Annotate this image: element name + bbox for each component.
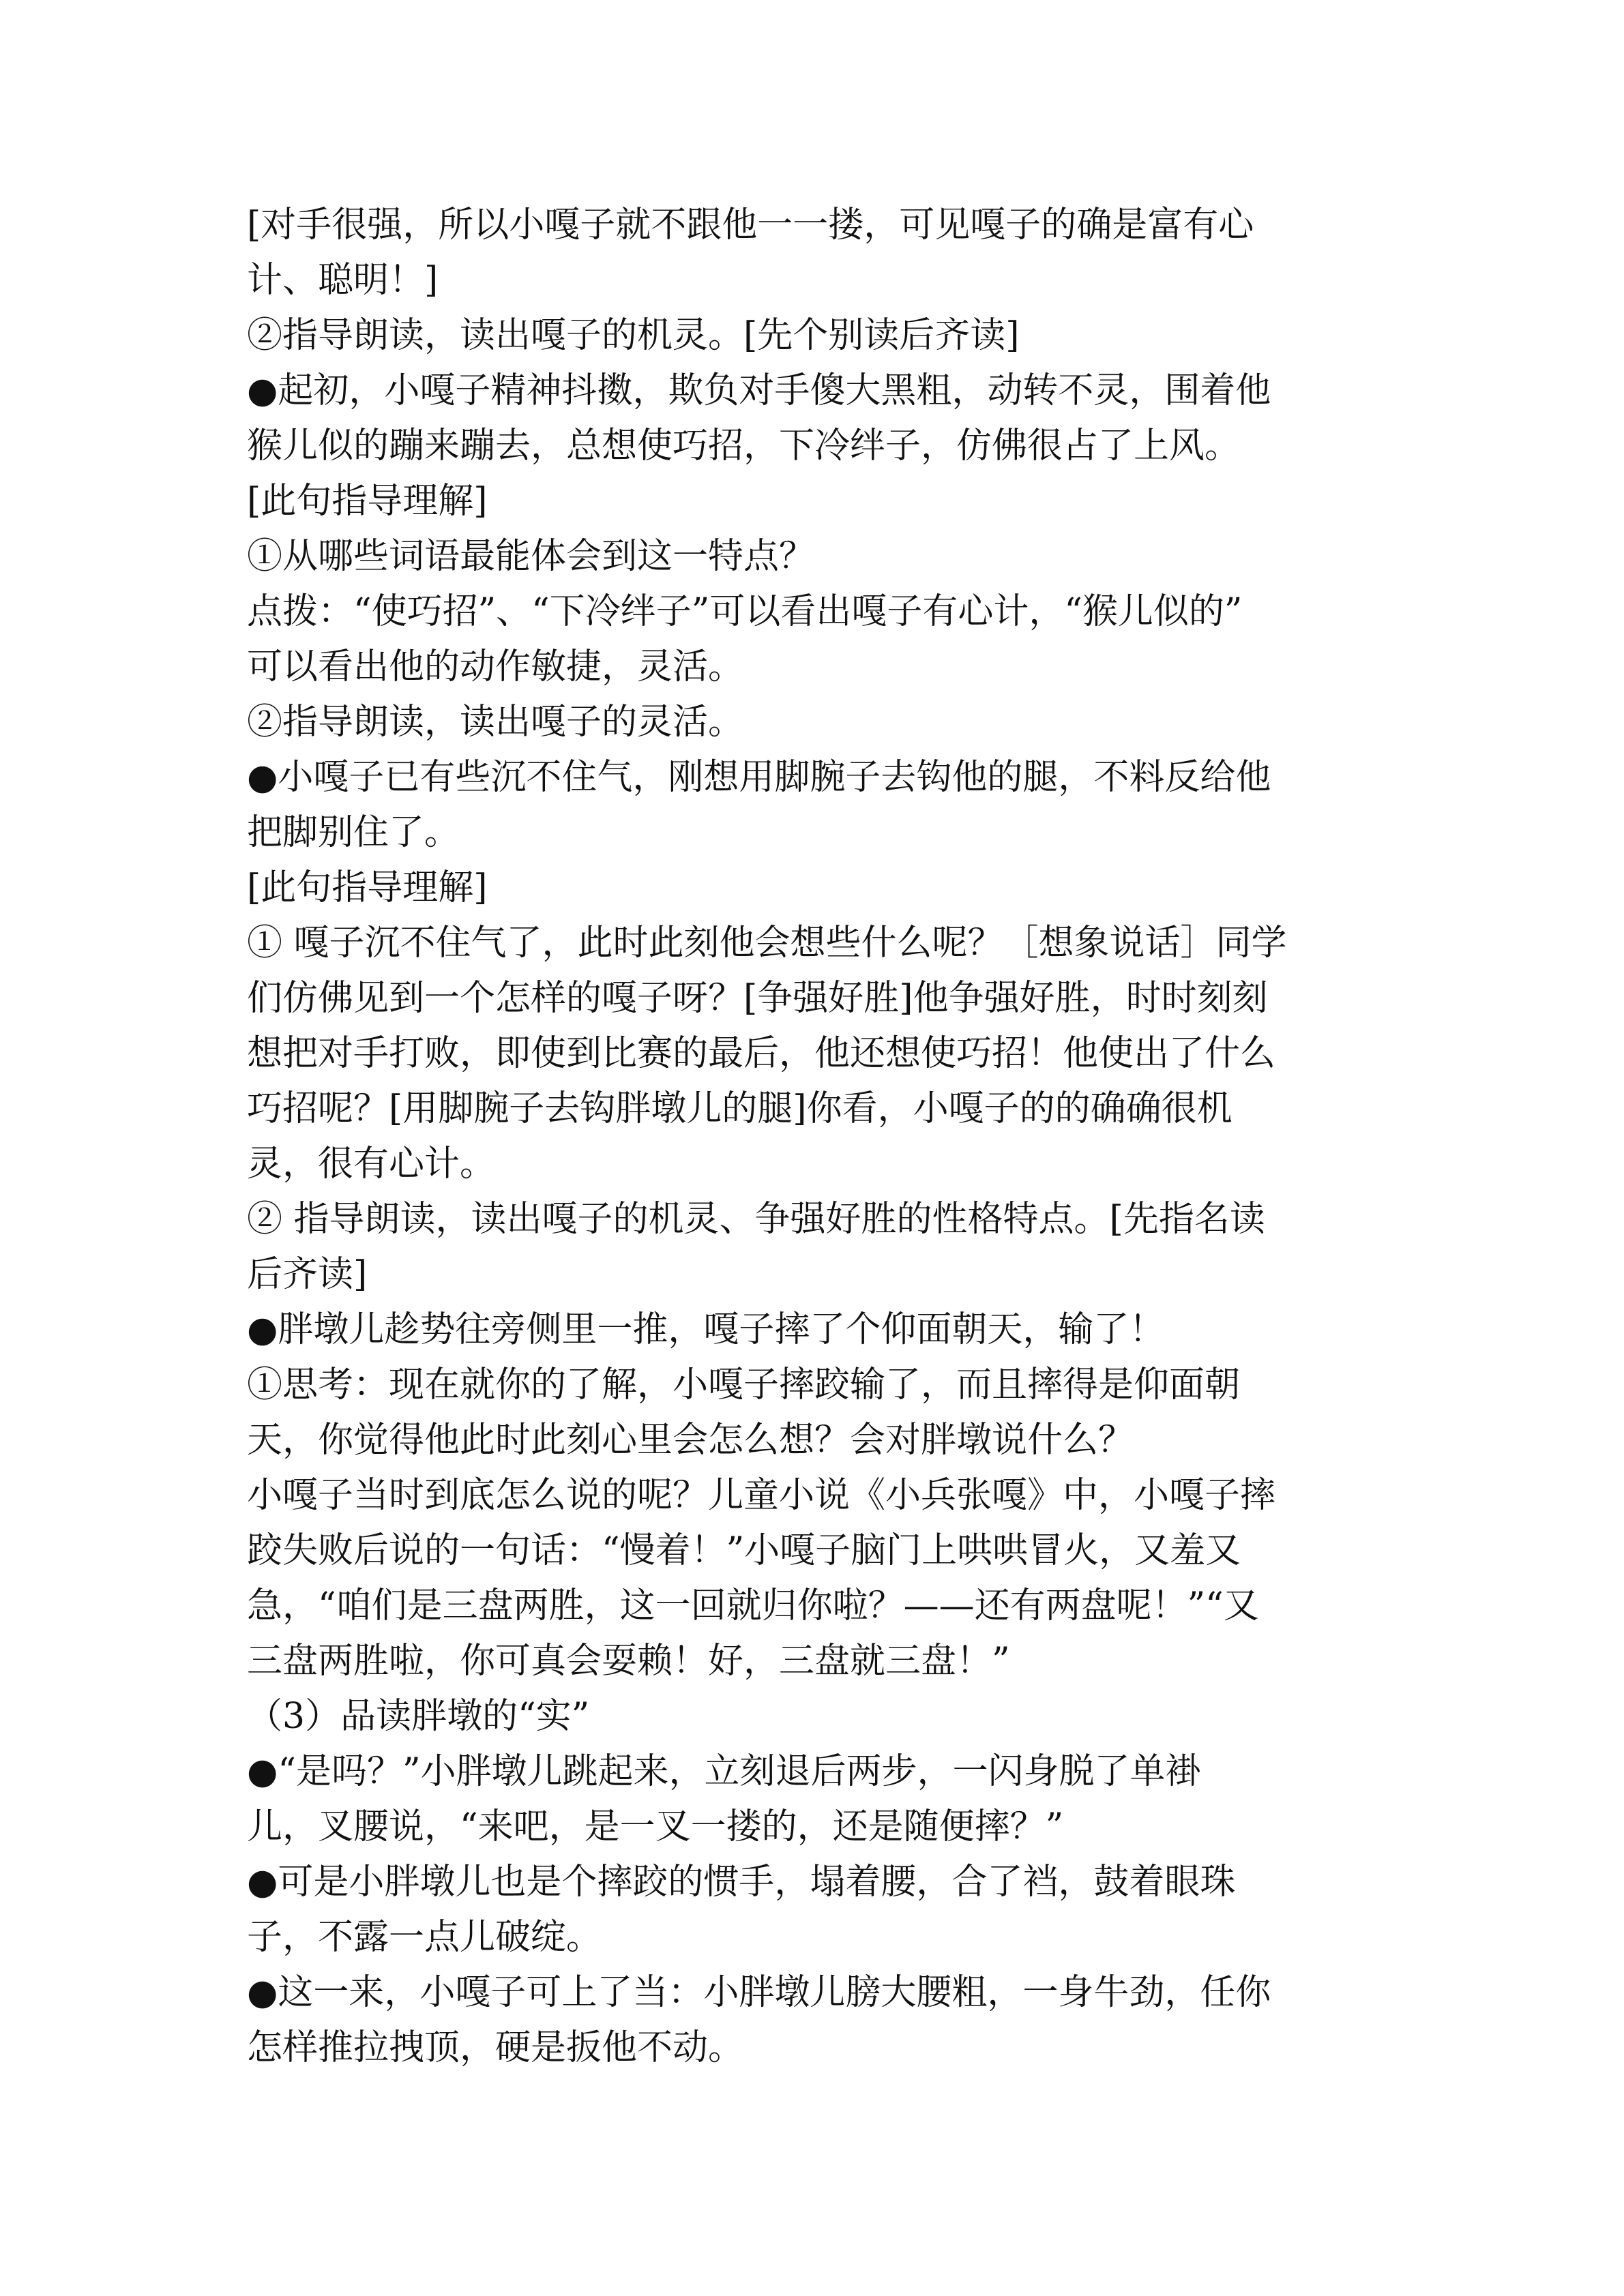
text-line: 把脚别住了。 <box>247 812 460 853</box>
text-line: 们仿佛见到一个怎样的嘎子呀？[争强好胜]他争强好胜，时时刻刻 <box>247 978 1268 1019</box>
text-line: ①从哪些词语最能体会到这一特点？ <box>247 536 815 577</box>
text-line: ① 嘎子沉不住气了，此时此刻他会想些什么呢？［想象说话］同学 <box>247 923 1287 964</box>
document-body <box>247 198 1379 2076</box>
text-line: 儿，叉腰说，“来吧，是一叉一搂的，还是随便摔？” <box>247 1806 1064 1847</box>
text-line: [此句指导理解] <box>247 481 488 522</box>
text-line: ②指导朗读，读出嘎子的灵活。 <box>247 702 744 743</box>
text-line: 子，不露一点儿破绽。 <box>247 1917 602 1958</box>
text-line: ●这一来，小嘎子可上了当：小胖墩儿膀大腰粗，一身牛劲，任你 <box>247 1972 1271 2013</box>
text-line: 小嘎子当时到底怎么说的呢？儿童小说《小兵张嘎》中，小嘎子摔 <box>247 1475 1276 1516</box>
text-line: ●小嘎子已有些沉不住气，刚想用脚腕子去钩他的腿，不料反给他 <box>247 757 1271 798</box>
text-line: ●胖墩儿趁势往旁侧里一推，嘎子摔了个仰面朝天，输了！ <box>247 1309 1165 1350</box>
text-line: 天，你觉得他此时此刻心里会怎么想？会对胖墩说什么？ <box>247 1420 1134 1461</box>
text-line: 怎样推拉拽顶，硬是扳他不动。 <box>247 2027 744 2068</box>
text-line: 跤失败后说的一句话：“慢着！”小嘎子脑门上哄哄冒火，又羞又 <box>247 1530 1241 1571</box>
text-line: 灵，很有心计。 <box>247 1144 496 1184</box>
text-line: （3）品读胖墩的“实” <box>247 1696 590 1737</box>
text-line: 巧招呢？[用脚腕子去钩胖墩儿的腿]你看，小嘎子的的确确很机 <box>247 1088 1232 1129</box>
text-line: 急，“咱们是三盘两胜，这一回就归你啦？——还有两盘呢！”“又 <box>247 1585 1259 1626</box>
text-line: ●“是吗？”小胖墩儿跳起来，立刻退后两步，一闪身脱了单褂 <box>247 1751 1201 1792</box>
text-line: ② 指导朗读，读出嘎子的机灵、争强好胜的性格特点。[先指名读 <box>247 1199 1265 1240</box>
text-line: ②指导朗读，读出嘎子的机灵。[先个别读后齐读] <box>247 315 1020 356</box>
text-line: 后齐读] <box>247 1254 368 1295</box>
text-line: 猴儿似的蹦来蹦去，总想使巧招，下冷绊子，仿佛很占了上风。 <box>247 426 1241 466</box>
text-line: ●可是小胖墩儿也是个摔跤的惯手，塌着腰，合了裆，鼓着眼珠 <box>247 1862 1236 1903</box>
text-line: 可以看出他的动作敏捷，灵活。 <box>247 646 744 687</box>
text-line: [对手很强，所以小嘎子就不跟他一一搂，可见嘎子的确是富有心 <box>247 205 1254 245</box>
text-line: [此句指导理解] <box>247 867 488 908</box>
text-line: ●起初，小嘎子精神抖擞，欺负对手傻大黑粗，动转不灵，围着他 <box>247 370 1271 411</box>
text-line: 想把对手打败，即使到比赛的最后，他还想使巧招！他使出了什么 <box>247 1033 1276 1074</box>
text-line: 计、聪明！] <box>247 260 439 301</box>
text-line: ①思考：现在就你的了解，小嘎子摔跤输了，而且摔得是仰面朝 <box>247 1365 1241 1405</box>
text-line: 三盘两胜啦，你可真会耍赖！好，三盘就三盘！” <box>247 1641 1010 1682</box>
text-line: 点拨：“使巧招”、“下冷绊子”可以看出嘎子有心计，“猴儿似的” <box>247 591 1243 632</box>
